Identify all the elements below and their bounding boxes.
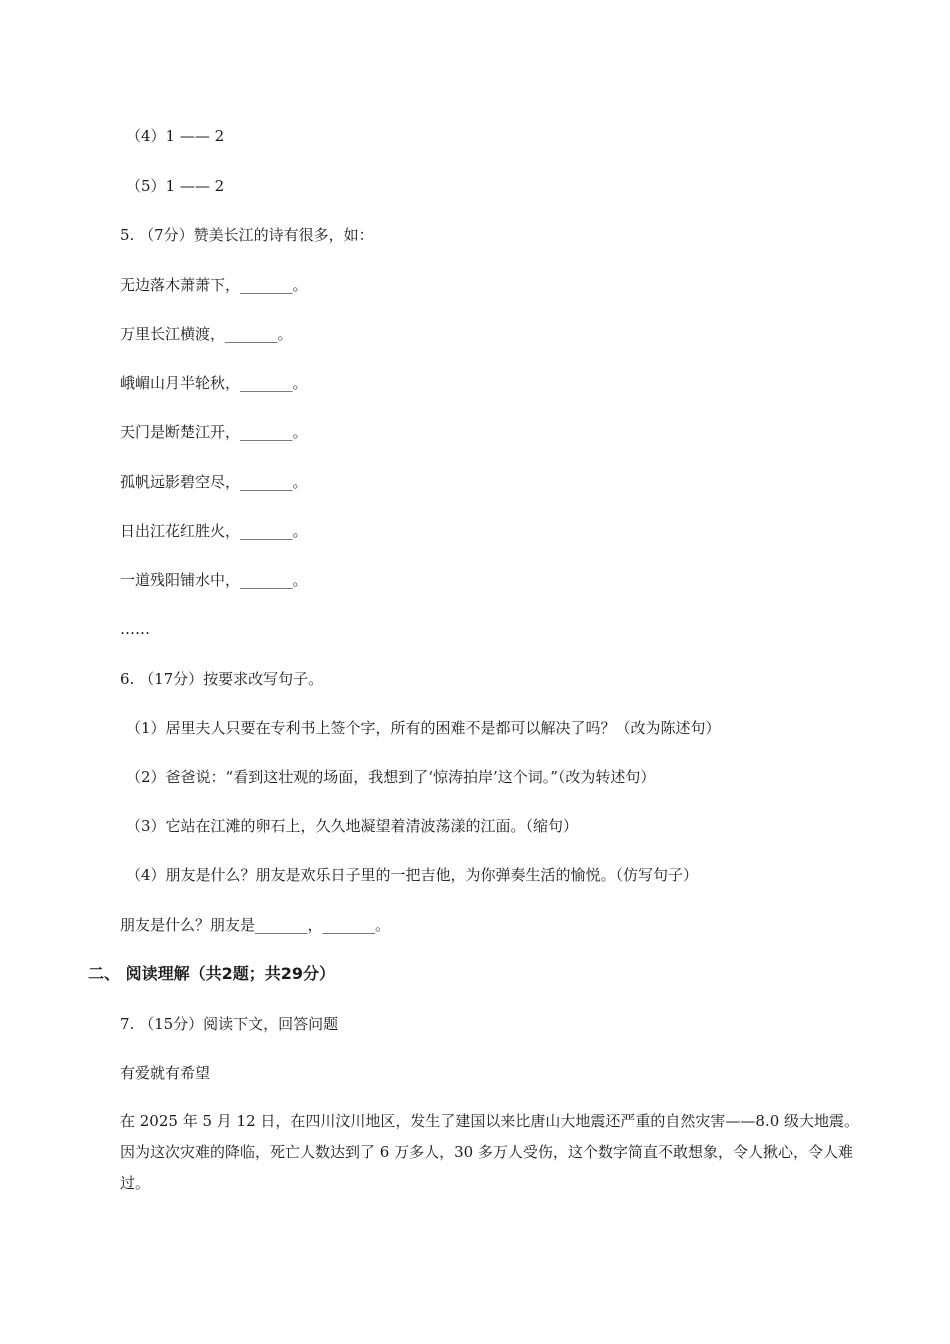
q5-line-2: 万里长江横渡，_______。 <box>120 325 293 343</box>
q4-item-5: （5）1 —— 2 <box>126 177 225 195</box>
question-5-title: 5. （7分）赞美长江的诗有很多，如： <box>120 226 374 244</box>
section-2-heading: 二、 阅读理解（共2题；共29分） <box>88 964 335 983</box>
q6-item-3: （3）它站在江滩的卵石上，久久地凝望着清波荡漾的江面。（缩句） <box>126 817 579 835</box>
passage-paragraph: 在 2025 年 5 月 12 日，在四川汶川地区，发生了建国以来比唐山大地震还严重的自然灾害——8.0 级大地震。因为这次灾难的降临，死亡人数达到了 6 万多人，30 多万人受伤，这个数字简直不敢想象，令人揪心，令人难过。 <box>120 1112 860 1192</box>
q5-line-7: 一道残阳铺水中，_______。 <box>120 571 308 589</box>
q5-ellipsis: …… <box>120 620 150 638</box>
q5-line-3: 峨嵋山月半轮秋，_______。 <box>120 374 308 392</box>
q5-line-1: 无边落木萧萧下，_______。 <box>120 276 308 294</box>
question-6-title: 6. （17分）按要求改写句子。 <box>120 670 324 688</box>
q6-item-2: （2）爸爸说：“看到这壮观的场面，我想到了‘惊涛拍岸’这个词。”（改为转述句） <box>126 768 656 786</box>
question-7-title: 7. （15分）阅读下文，回答问题 <box>120 1015 339 1033</box>
q6-item-4: （4）朋友是什么？朋友是欢乐日子里的一把吉他，为你弹奏生活的愉悦。（仿写句子） <box>126 866 699 884</box>
q6-item-1: （1）居里夫人只要在专利书上签个字，所有的困难不是都可以解决了吗？（改为陈述句） <box>126 719 721 737</box>
q5-line-5: 孤帆远影碧空尽，_______。 <box>120 473 308 491</box>
passage-title: 有爱就有希望 <box>120 1064 211 1082</box>
q4-item-4: （4）1 —— 2 <box>126 127 225 145</box>
q5-line-6: 日出江花红胜火，_______。 <box>120 522 308 540</box>
q6-fill-line: 朋友是什么？朋友是_______，_______。 <box>120 916 391 934</box>
q5-line-4: 天门是断楚江开，_______。 <box>120 423 308 441</box>
